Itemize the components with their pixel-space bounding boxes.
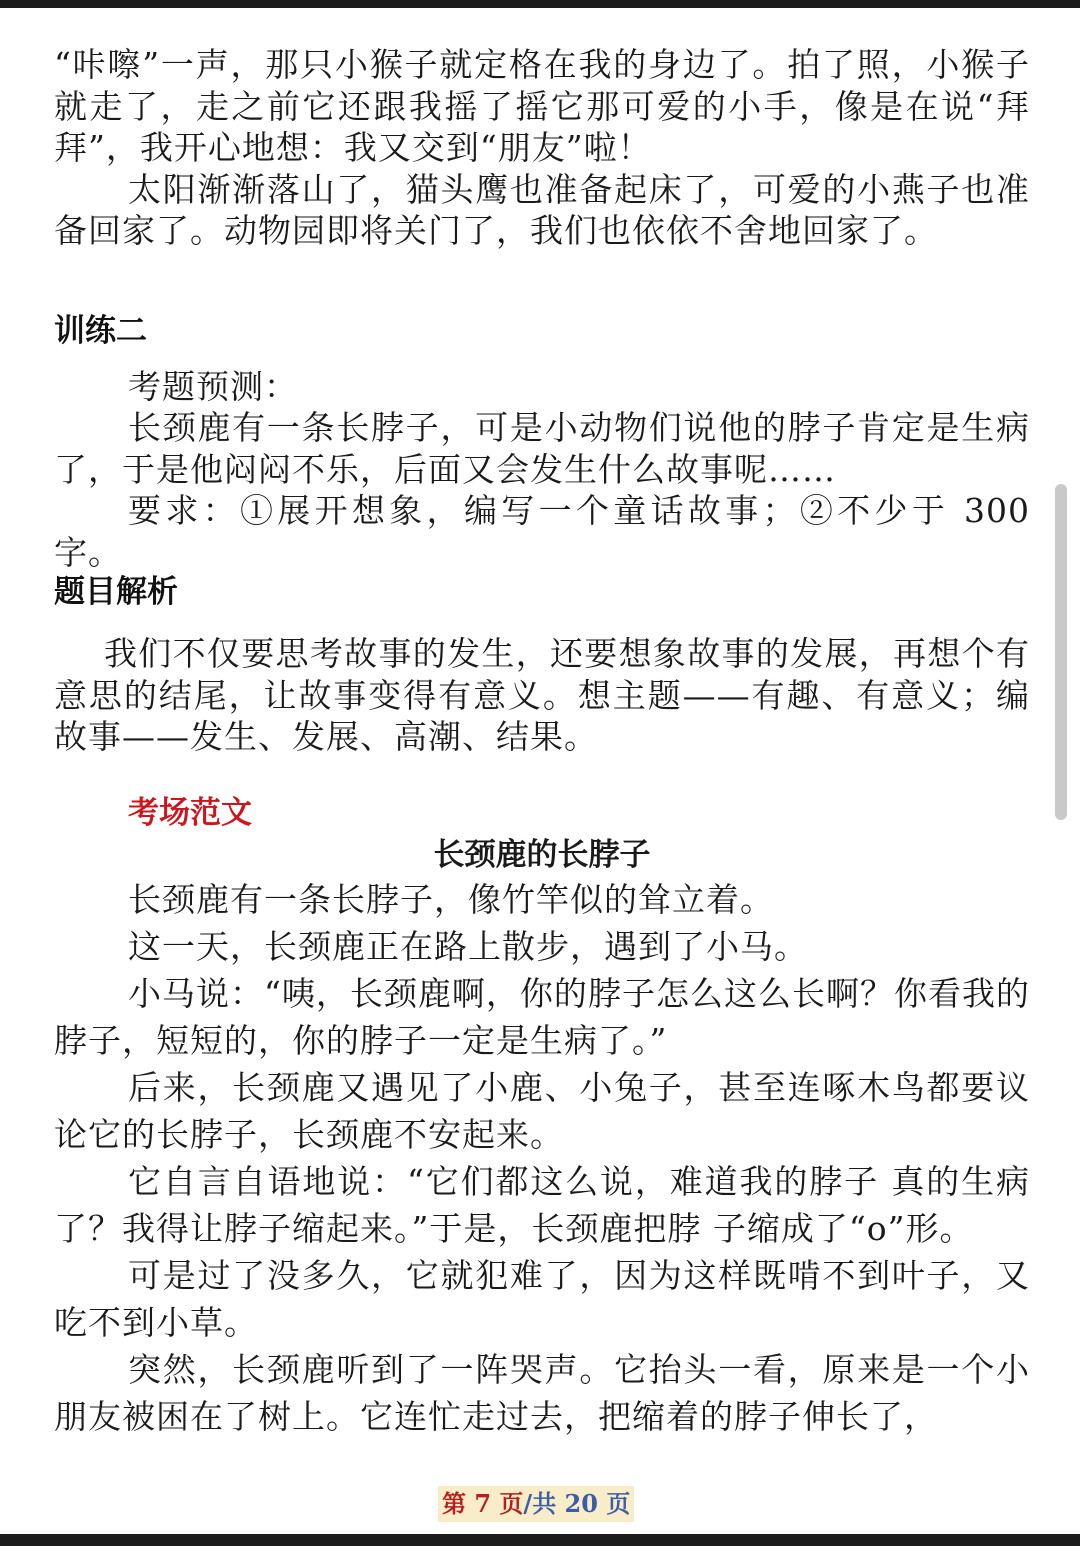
footer-suffix: 页 — [606, 1489, 631, 1518]
prompt-text: 长颈鹿有一条长脖子，可是小动物们说他的脖子肯定是生病了，于是他闷闷不乐，后面又会发生什么故事呢…… — [54, 408, 1030, 489]
intro-paragraph-1: “咔嚓”一声，那只小猴子就定格在我的身边了。拍了照，小猴子就走了，走之前它还跟我摇了摇它那可爱的小手，像是在说“拜拜”，我开心地想：我又交到“朋友”啦！ — [54, 45, 1030, 167]
footer-total-pages: 20 — [564, 1489, 598, 1518]
intro-paragraph-2: 太阳渐渐落山了，猫头鹰也准备起床了，可爱的小燕子也准备回家了。动物园即将关门了，我们也依依不舍地回家了。 — [54, 169, 1030, 250]
footer-page-word: 页 — [499, 1489, 524, 1518]
document-page — [54, 44, 1030, 1440]
essay-paragraph: 这一天，长颈鹿正在路上散步，遇到了小马。 — [128, 926, 808, 966]
vertical-scrollbar-thumb[interactable] — [1055, 484, 1067, 820]
essay-paragraph: 后来，长颈鹿又遇见了小鹿、小兔子，甚至连啄木鸟都要议论它的长脖子，长颈鹿不安起来。 — [54, 1067, 1030, 1154]
essay-title: 长颈鹿的长脖子 — [433, 836, 651, 873]
footer-current-page: 7 — [474, 1489, 492, 1518]
bottom-edge-bar — [0, 1534, 1080, 1546]
prediction-label: 考题预测： — [128, 366, 298, 406]
footer-prefix: 第 — [442, 1489, 466, 1518]
analysis-text: 我们不仅要思考故事的发生，还要想象故事的发展，再想个有意思的结尾，让故事变得有意义。想主题——有趣、有意义；编故事——发生、发展、高潮、结果。 — [54, 634, 1030, 756]
essay-paragraph: 它自言自语地说：“它们都这么说，难道我的脖子 真的生病了？我得让脖子缩起来。”于是，长颈鹿把脖 子缩成了“o”形。 — [54, 1161, 1030, 1248]
footer-separator: /共 — [523, 1489, 557, 1518]
essay-body — [54, 876, 1030, 1440]
essay-label: 考场范文 — [128, 794, 252, 831]
essay-paragraph: 小马说：“咦，长颈鹿啊，你的脖子怎么这么长啊？你看我的脖子，短短的，你的脖子一定是生病了。” — [54, 973, 1030, 1060]
requirements-text: 要求：①展开想象，编写一个童话故事；②不少于 300 字。 — [54, 491, 1030, 572]
essay-paragraph: 可是过了没多久，它就犯难了，因为这样既啃不到叶子，又吃不到小草。 — [54, 1255, 1030, 1342]
analysis-heading: 题目解析 — [54, 574, 178, 610]
page-number-footer — [438, 1486, 634, 1522]
essay-paragraph: 突然，长颈鹿听到了一阵哭声。它抬头一看，原来是一个小朋友被困在了树上。它连忙走过去，把缩着的脖子伸长了， — [54, 1349, 1030, 1436]
training-heading: 训练二 — [54, 312, 147, 349]
top-edge-bar — [0, 0, 1080, 8]
essay-paragraph: 长颈鹿有一条长脖子，像竹竿似的耸立着。 — [128, 879, 774, 919]
